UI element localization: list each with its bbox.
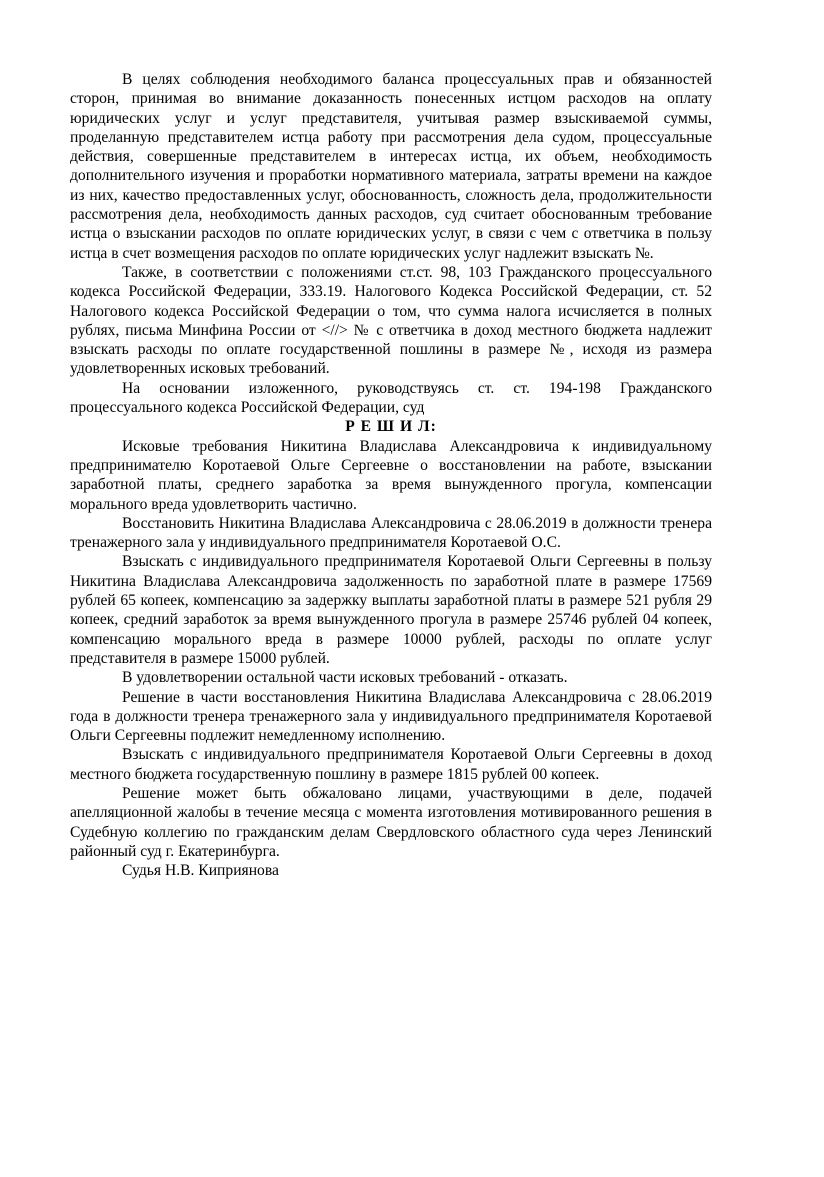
paragraph-recovery: Взыскать с индивидуального предпринимателя Коротаевой Ольги Сергеевны в пользу Никитина Владислава Александровича задолженность по заработной плате в размере 17569 рублей 65 копеек, компенсацию за задержку выплаты заработной платы в размере 521 рубля 29 копеек, средний заработок за время вынужденного прогула в размере 25746 рублей 04 копеек, компенсацию морального вреда в размере 10000 рублей, расходы по оплате услуг представителя в размере 15000 рублей. (70, 553, 712, 667)
paragraph-state-duty: Также, в соответствии с положениями ст.ст. 98, 103 Гражданского процессуального кодекса Российской Федерации, 333.19. Налогового Кодекса Российской Федерации, ст. 52 Налогового кодекса Российской Федерации о том, что сумма налога исчисляется в полных рублях, письма Минфина России от <//> № с ответчика в доход местного бюджета надлежит взыскать расходы по оплате государственной пошлины в размере №, исходя из размера удовлетворенных исковых требований. (70, 263, 712, 378)
document-page (70, 70, 712, 880)
paragraph-grounds: На основании изложенного, руководствуясь ст. ст. 194-198 Гражданского процессуального кодекса Российской Федерации, суд (70, 379, 712, 417)
paragraph-duty-recovery: Взыскать с индивидуального предпринимателя Коротаевой Ольги Сергеевны в доход местного бюджета государственную пошлину в размере 1815 рублей 00 копеек. (70, 746, 712, 783)
paragraph-appeal: Решение может быть обжаловано лицами, участвующими в деле, подачей апелляционной жалобы в течение месяца с момента изготовления мотивированного решения в Судебную коллегию по гражданским делам Свердловского областного суда через Ленинский районный суд г. Екатеринбурга. (70, 784, 712, 860)
decision-heading: Р Е Ш И Л: (345, 418, 437, 436)
paragraph-legal-costs: В целях соблюдения необходимого баланса процессуальных прав и обязанностей сторон, принимая во внимание доказанность понесенных истцом расходов на оплату юридических услуг и услуг представителя, учитывая размер взыскиваемой суммы, проделанную представителем истца работу при рассмотрения дела судом, процессуальные действия, совершенные представителем в интересах истца, их объем, необходимость дополнительного изучения и проработки нормативного материала, затраты времени на каждое из них, качество предоставленных услуг, обоснованность, сложность дела, продолжительности рассмотрения дела, необходимость данных расходов, суд считает обоснованным требование истца о взыскании расходов по оплате юридических услуг, в связи с чем с ответчика в пользу истца в счет возмещения расходов по оплате юридических услуг надлежит взыскать №. (70, 71, 712, 262)
paragraph-immediate-execution: Решение в части восстановления Никитина Владислава Александровича с 28.06.2019 года в должности тренера тренажерного зала у индивидуального предпринимателя Коротаевой Ольги Сергеевны подлежит немедленному исполнению. (70, 688, 712, 745)
paragraph-claims-satisfied: Исковые требования Никитина Владислава Александровича к индивидуальному предпринимателю Коротаевой Ольге Сергеевне о восстановлении на работе, взыскании заработной платы, среднего заработка за время вынужденного прогула, компенсации морального вреда удовлетворить частично. (70, 437, 712, 513)
paragraph-rest-denied: В удовлетворении остальной части исковых требований - отказать. (122, 669, 568, 687)
judge-signature: Судья Н.В. Киприянова (122, 862, 279, 880)
paragraph-reinstatement: Восстановить Никитина Владислава Александровича с 28.06.2019 в должности тренера тренажерного зала у индивидуального предпринимателя Коротаевой О.С. (70, 514, 712, 552)
